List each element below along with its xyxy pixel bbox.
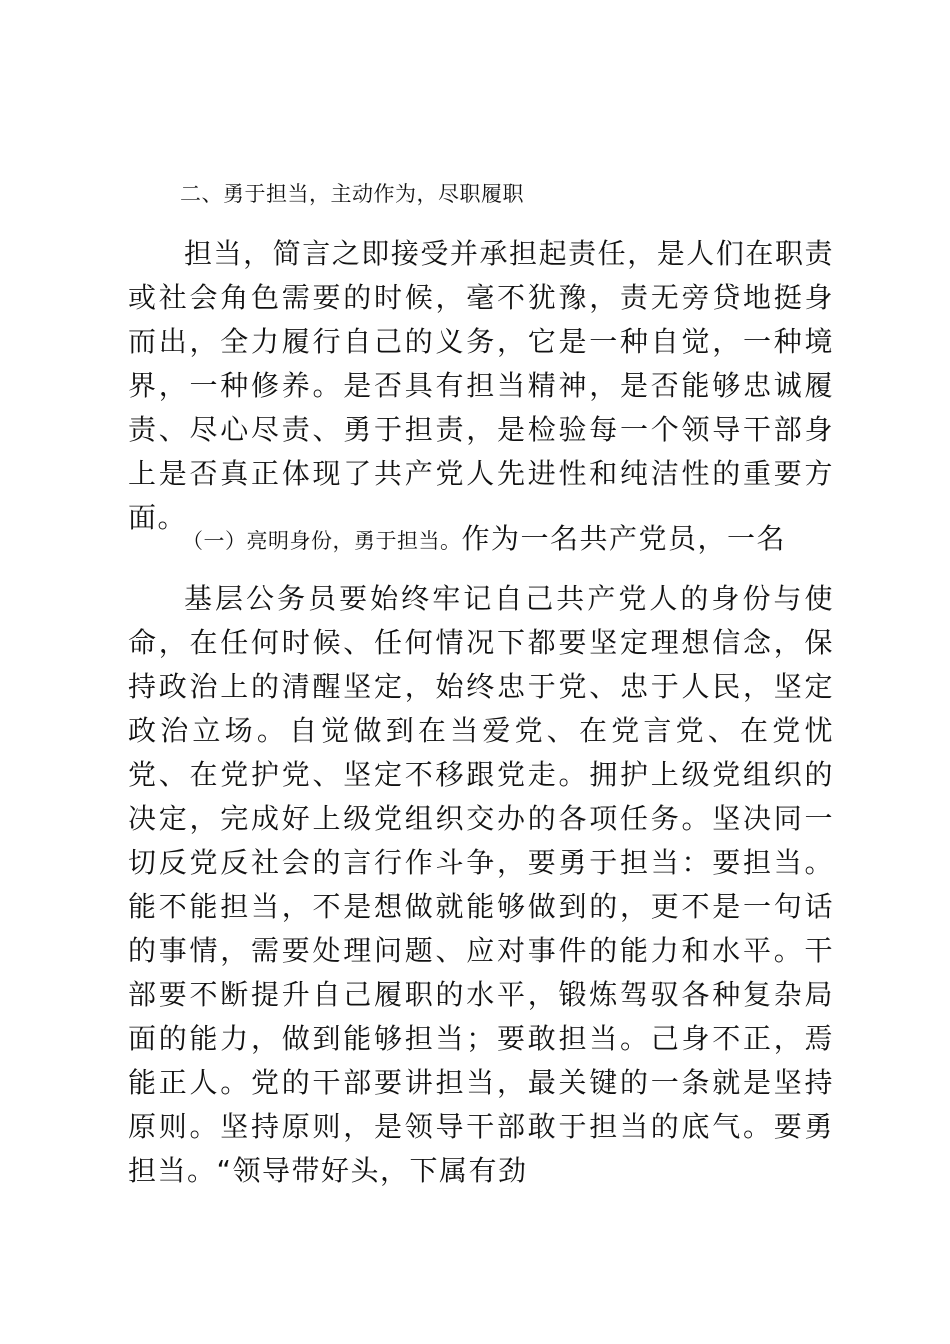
- section-heading: 二、勇于担当，主动作为，尽职履职: [180, 182, 524, 206]
- paragraph-definition: 担当，简言之即接受并承担起责任，是人们在职责或社会角色需要的时候，毫不犹豫，责无旁贷地挺身而出，全力履行自己的义务，它是一种自觉，一种境界，一种修养。是否具有担当精神，是否能够忠诚履责、尽心尽责、勇于担责，是检验每一个领导干部身上是否真正体现了共产党人先进性和纯洁性的重要方面。: [128, 237, 834, 534]
- subheading-label: （一）亮明身份，勇于担当。: [182, 529, 462, 553]
- subheading-line: [182, 517, 786, 565]
- subheading-continuation: 作为一名共产党员，一名: [461, 522, 787, 555]
- paragraph-identity: 基层公务员要始终牢记自己共产党人的身份与使命，在任何时候、任何情况下都要坚定理想信念，保持政治上的清醒坚定，始终忠于党、忠于人民，坚定政治立场。自觉做到在当爱党、在党言党、在党忧党、在党护党、坚定不移跟党走。拥护上级党组织的决定，完成好上级党组织交办的各项任务。坚决同一切反党反社会的言行作斗争，要勇于担当：要担当。能不能担当，不是想做就能够做到的，更不是一句话的事情，需要处理问题、应对事件的能力和水平。干部要不断提升自己履职的水平，锻炼驾驭各种复杂局面的能力，做到能够担当；要敢担当。己身不正，焉能正人。党的干部要讲担当，最关键的一条就是坚持原则。坚持原则，是领导干部敢于担当的底气。要勇担当。“领导带好头，下属有劲: [128, 582, 834, 1187]
